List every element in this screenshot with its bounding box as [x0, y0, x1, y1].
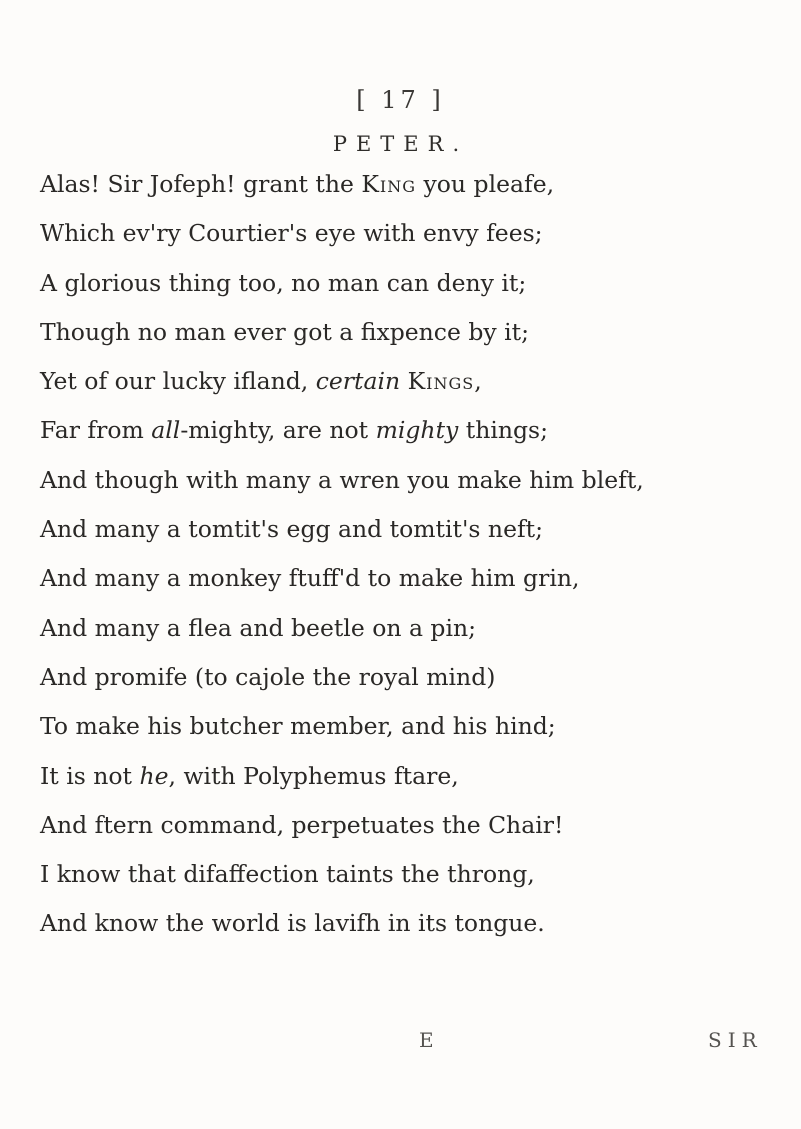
- verse-line: And know the world is lavifh in its tongue.: [40, 909, 545, 938]
- verse-line: Alas! Sir Jofeph! grant the King you pleafe,: [40, 170, 555, 198]
- verse-line: Yet of our lucky ifland, certain Kings,: [40, 367, 482, 396]
- verse-line: Far from all-mighty, are not mighty things;: [40, 416, 549, 445]
- verse-line: And though with many a wren you make him bleft,: [40, 465, 644, 494]
- verse-line: To make his butcher member, and his hind;: [40, 712, 556, 741]
- verse-line: Though no man ever got a fixpence by it;: [40, 317, 529, 346]
- verse-line: And ftern command, perpetuates the Chair!: [40, 810, 564, 839]
- speaker-heading: PETER.: [332, 132, 469, 156]
- verse-line: I know that difaffection taints the throng,: [40, 860, 535, 889]
- signature-mark: E: [419, 1028, 440, 1052]
- catchword: SIR: [708, 1028, 763, 1052]
- verse-block: [40, 160, 780, 949]
- verse-line: And many a monkey ftuff'd to make him grin,: [40, 564, 580, 593]
- verse-line: It is not he, with Polyphemus ftare,: [40, 761, 459, 790]
- verse-line: And many a tomtit's egg and tomtit's neft;: [40, 515, 544, 544]
- verse-line: And promife (to cajole the royal mind): [40, 662, 496, 691]
- verse-line: Which ev'ry Courtier's eye with envy fees;: [40, 219, 543, 248]
- page-number: [ 17 ]: [356, 86, 445, 114]
- verse-line: And many a flea and beetle on a pin;: [40, 613, 477, 642]
- verse-line: A glorious thing too, no man can deny it;: [40, 268, 527, 297]
